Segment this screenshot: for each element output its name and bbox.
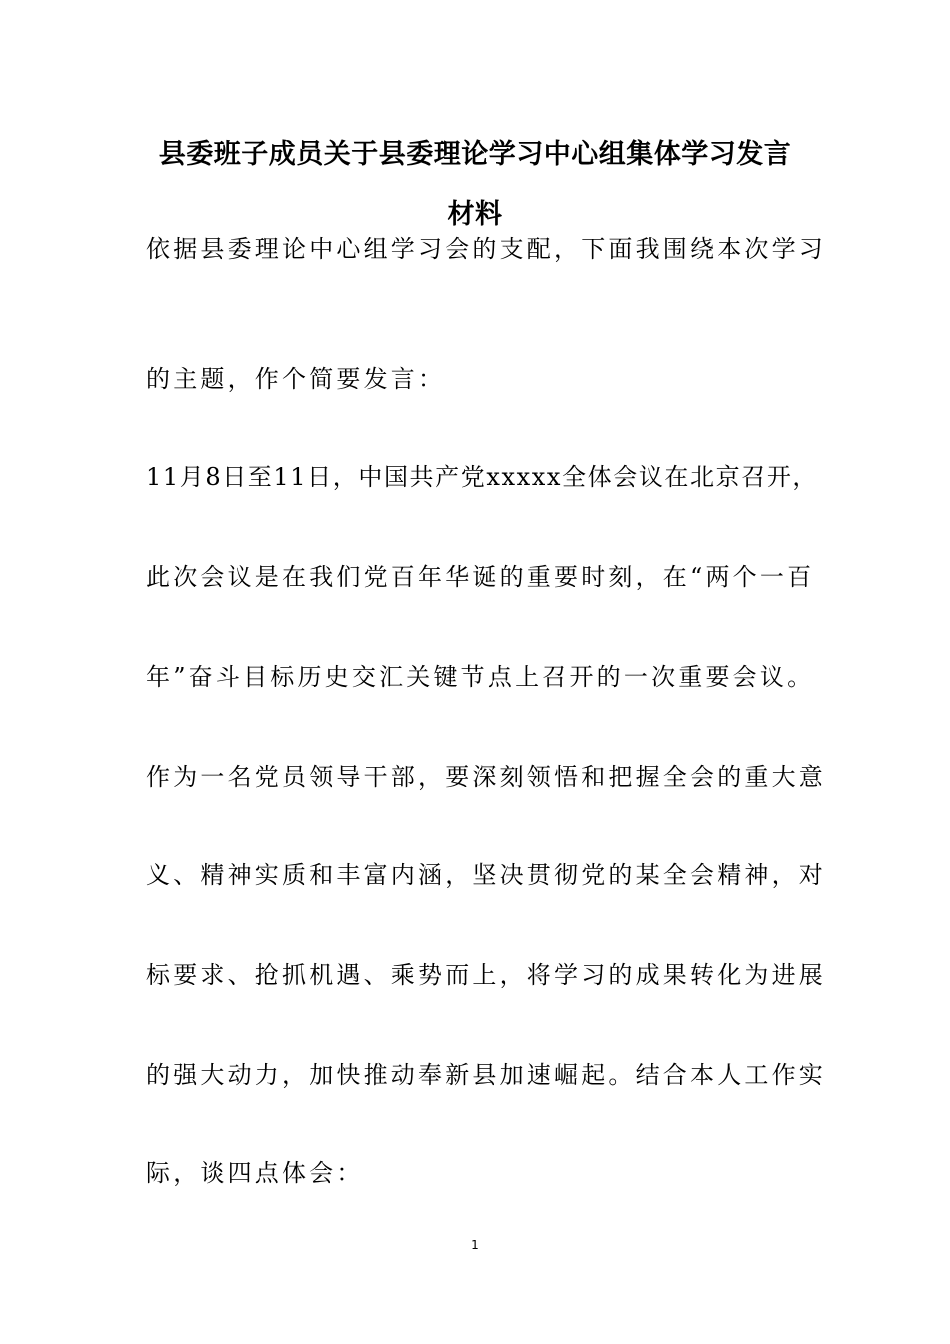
document-title-line-1: 县委班子成员关于县委理论学习中心组集体学习发言 <box>158 139 792 170</box>
body-line-1: 依据县委理论中心组学习会的支配，下面我围绕本次学习 <box>146 235 826 263</box>
body-line-7: 义、精神实质和丰富内涵，坚决贯彻党的某全会精神，对 <box>146 861 826 889</box>
body-line-9: 的强大动力，加快推动奉新县加速崛起。结合本人工作实 <box>146 1061 826 1089</box>
body-line-4: 此次会议是在我们党百年华诞的重要时刻，在“两个一百 <box>146 563 815 591</box>
body-line-5: 年”奋斗目标历史交汇关键节点上召开的一次重要会议。 <box>146 663 815 691</box>
page-number: 1 <box>471 1238 479 1252</box>
body-line-8: 标要求、抢抓机遇、乘势而上，将学习的成果转化为进展 <box>146 961 826 989</box>
body-line-6: 作为一名党员领导干部，要深刻领悟和把握全会的重大意 <box>146 763 826 791</box>
document-title-line-2: 材料 <box>447 199 503 230</box>
body-line-2: 的主题，作个简要发言： <box>146 365 446 393</box>
body-line-10: 际，谈四点体会： <box>146 1159 364 1187</box>
body-line-3: 11月8日至11日，中国共产党xxxxx全体会议在北京召开， <box>146 463 819 491</box>
